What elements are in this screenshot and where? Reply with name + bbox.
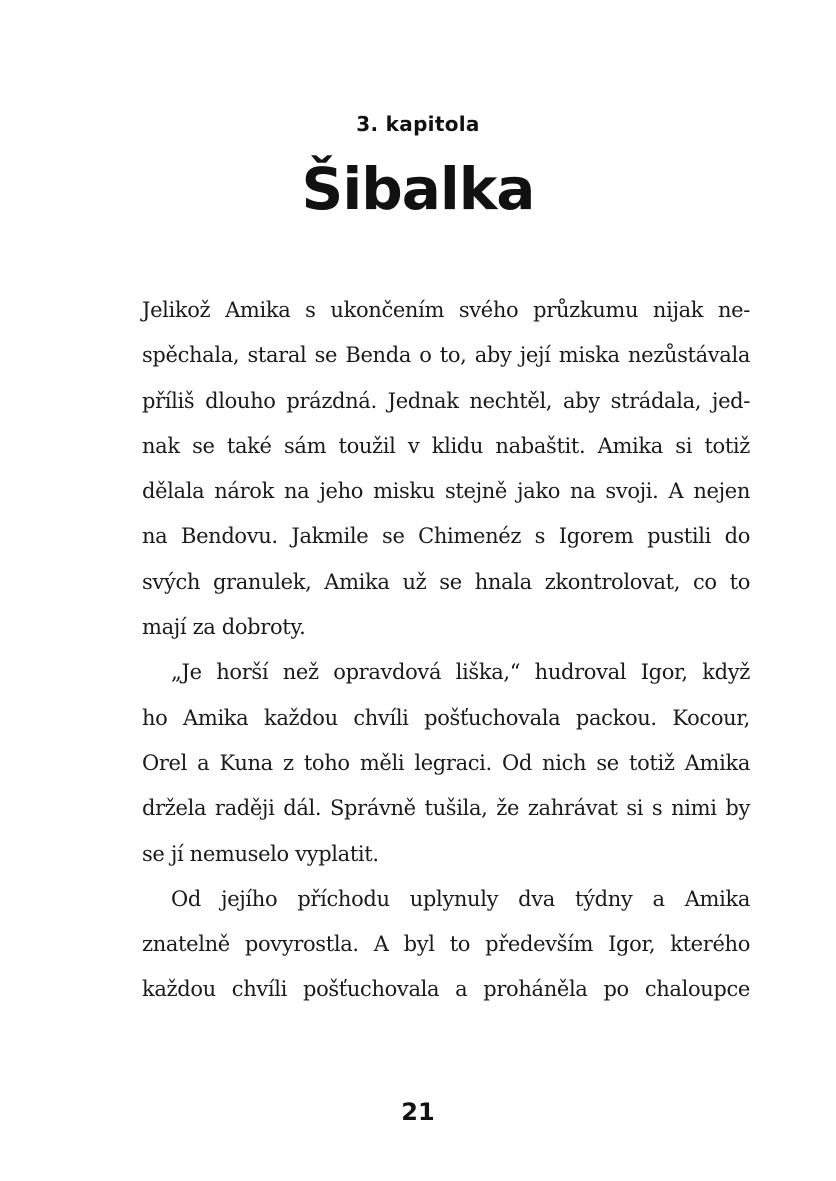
page-number: 21 <box>401 1098 435 1126</box>
body-text <box>142 288 750 1013</box>
text-line: nak se také sám toužil v klidu nabaštit. Amika si totiž <box>142 433 750 458</box>
text-line: na Bendovu. Jakmile se Chimenéz s Igorem pustili do <box>142 524 750 549</box>
text-line: „Je horší než opravdová liška,“ hudroval Igor, když <box>171 660 750 685</box>
text-line: příliš dlouho prázdná. Jednak nechtěl, aby strádala, jed- <box>142 388 750 413</box>
text-line: dělala nárok na jeho misku stejně jako na svoji. A nejen <box>142 479 750 504</box>
text-line: se jí nemuselo vyplatit. <box>142 841 379 866</box>
paragraph-1 <box>142 288 750 650</box>
text-line: držela raději dál. Správně tušila, že zahrávat si s nimi by <box>142 796 750 821</box>
text-line: Orel a Kuna z toho měli legraci. Od nich se totiž Amika <box>142 750 750 775</box>
text-line: znatelně povyrostla. A byl to především Igor, kterého <box>142 932 750 957</box>
text-line: Jelikož Amika s ukončením svého průzkumu nijak ne- <box>142 298 750 322</box>
text-line: ho Amika každou chvíli pošťuchovala packou. Kocour, <box>142 705 750 730</box>
chapter-label: 3. kapitola <box>356 112 480 136</box>
text-line: mají za dobroty. <box>142 615 306 640</box>
text-line: každou chvíli pošťuchovala a proháněla po chaloupce <box>142 977 750 1002</box>
text-line: Od jejího příchodu uplynuly dva týdny a Amika <box>171 886 750 911</box>
text-line: spěchala, staral se Benda o to, aby její miska nezůstávala <box>142 343 750 368</box>
chapter-title: Šibalka <box>301 155 535 223</box>
paragraph-2 <box>142 650 750 876</box>
paragraph-3 <box>142 877 750 1013</box>
text-line: svých granulek, Amika už se hnala zkontrolovat, co to <box>142 569 750 594</box>
